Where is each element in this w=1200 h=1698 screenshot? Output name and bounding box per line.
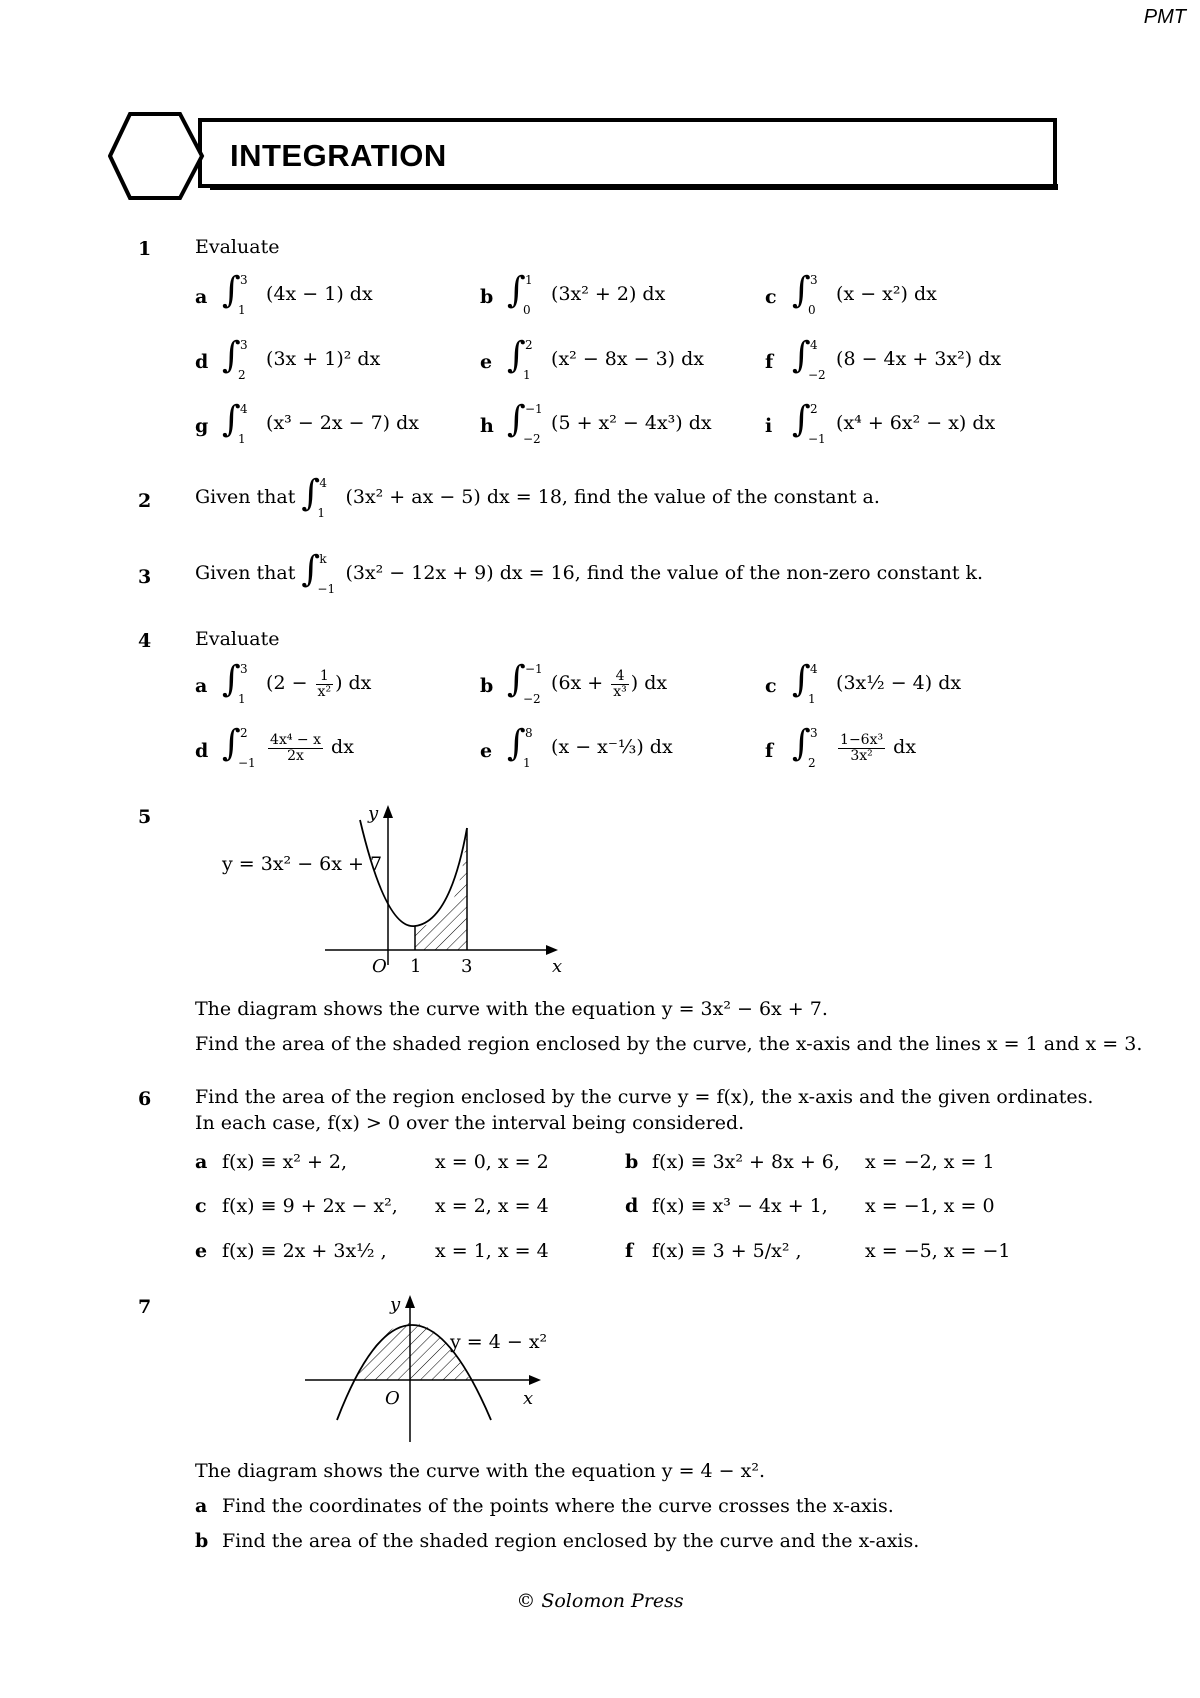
q6-label: c xyxy=(195,1195,207,1217)
q1-label: e xyxy=(480,351,493,373)
q6-function: f(x) ≡ 2x + 3x½ , xyxy=(222,1240,387,1262)
q4f-expr: ∫ 3 2 $\frac{\text{1−6x³}}{\text{3x²}}$ dx xyxy=(792,723,917,770)
q1-expr: ∫ 1 0 (3x² + 2) dx xyxy=(507,270,666,317)
q4-prompt: Evaluate xyxy=(195,628,280,650)
q6-function: f(x) ≡ x³ − 4x + 1, xyxy=(652,1195,828,1217)
q1-label: c xyxy=(765,286,777,308)
q4-label: b xyxy=(480,675,494,697)
q4a-expr: ∫ 3 1 (2 − $\frac{1}{\text{x²}}$ ) dx xyxy=(222,659,372,706)
x-label: x xyxy=(552,956,563,977)
y-axis-arrow xyxy=(405,1295,415,1308)
q4b-expr: ∫ −1 −2 (6x + $\frac{4}{\text{x³}}$ ) dx xyxy=(507,659,668,706)
q1-label: b xyxy=(480,286,494,308)
q1-expr: ∫ 2 −1 (x⁴ + 6x² − x) dx xyxy=(792,399,996,446)
q1-expr: ∫ 3 0 (x − x²) dx xyxy=(792,270,937,317)
origin-label: O xyxy=(372,956,387,977)
q1-expr: ∫ 3 2 (3x + 1)² dx xyxy=(222,335,381,382)
q6-label: d xyxy=(625,1195,639,1217)
q6-ordinates: x = −1, x = 0 xyxy=(865,1195,995,1217)
q1-prompt: Evaluate xyxy=(195,236,280,258)
curve-label: y = 4 − x² xyxy=(450,1331,548,1353)
q7-label: a xyxy=(195,1495,208,1517)
q5-line1: The diagram shows the curve with the equation y = 3x² − 6x + 7. xyxy=(195,998,828,1020)
watermark: PMT xyxy=(1143,6,1186,28)
shaded-region xyxy=(415,828,467,950)
q6-ordinates: x = −5, x = −1 xyxy=(865,1240,1011,1262)
footer: © Solomon Press xyxy=(516,1590,684,1612)
q1-expr: ∫ 4 −2 (8 − 4x + 3x²) dx xyxy=(792,335,1002,382)
q1-label: i xyxy=(765,415,773,437)
q1-expr: ∫ −1 −2 (5 + x² − 4x³) dx xyxy=(507,399,712,446)
q7-line1: The diagram shows the curve with the equation y = 4 − x². xyxy=(195,1460,765,1482)
q6-function: f(x) ≡ x² + 2, xyxy=(222,1151,348,1173)
q6-function: f(x) ≡ 3x² + 8x + 6, xyxy=(652,1151,840,1173)
q4-label: a xyxy=(195,675,208,697)
q1-label: a xyxy=(195,286,208,308)
question-number: 6 xyxy=(138,1088,152,1110)
q4-label: e xyxy=(480,740,493,762)
hexagon-icon xyxy=(110,114,202,198)
q2-text: Given that ∫ 4 1 (3x² + ax − 5) dx = 18, find the value of the constant a. xyxy=(195,473,880,520)
q6-function: f(x) ≡ 3 + 5/x² , xyxy=(652,1240,802,1262)
q6-label: a xyxy=(195,1151,208,1173)
question-number: 2 xyxy=(138,490,152,512)
x-label: x xyxy=(523,1388,534,1409)
curve-label: y = 3x² − 6x + 7 xyxy=(222,853,383,875)
q5-diagram xyxy=(200,800,600,990)
question-number: 3 xyxy=(138,566,152,588)
tick-1: 1 xyxy=(410,956,422,977)
q3-text: Given that ∫ k −1 (3x² − 12x + 9) dx = 16, find the value of the non-zero constant k. xyxy=(195,549,984,596)
q1-label: f xyxy=(765,351,774,373)
y-axis-arrow xyxy=(383,805,393,818)
q4-label: d xyxy=(195,740,209,762)
q6-ordinates: x = −2, x = 1 xyxy=(865,1151,995,1173)
origin-label: O xyxy=(385,1388,400,1409)
q1-expr: ∫ 2 1 (x² − 8x − 3) dx xyxy=(507,335,705,382)
q6-ordinates: x = 2, x = 4 xyxy=(435,1195,549,1217)
q1-expr: ∫ 4 1 (x³ − 2x − 7) dx xyxy=(222,399,420,446)
x-axis-arrow xyxy=(546,945,558,955)
question-number: 1 xyxy=(138,238,152,260)
q4d-expr: ∫ 2 −1 $\frac{\text{4x⁴ − x}}{2x}$ dx xyxy=(222,723,354,770)
question-number: 5 xyxy=(138,806,152,828)
tick-3: 3 xyxy=(461,956,473,977)
q1-expr: ∫ 3 1 (4x − 1) dx xyxy=(222,270,373,317)
q4-label: f xyxy=(765,740,774,762)
q7-part-text: Find the area of the shaded region enclosed by the curve and the x-axis. xyxy=(222,1530,920,1552)
q6-function: f(x) ≡ 9 + 2x − x², xyxy=(222,1195,398,1217)
q1-label: d xyxy=(195,351,209,373)
q4c-expr: ∫ 4 1 (3x½ − 4) dx xyxy=(792,659,962,706)
q4-label: c xyxy=(765,675,777,697)
q1-label: g xyxy=(195,415,209,437)
q4e-expr: ∫ 8 1 (x − x⁻⅓) dx xyxy=(507,723,673,770)
question-number: 7 xyxy=(138,1296,152,1318)
y-label: y xyxy=(368,803,379,824)
question-number: 4 xyxy=(138,630,152,652)
q6-line1: Find the area of the region enclosed by the curve y = f(x), the x-axis and the given ordinates. xyxy=(195,1086,1094,1108)
q1-label: h xyxy=(480,415,494,437)
q6-line2: In each case, f(x) > 0 over the interval being considered. xyxy=(195,1112,745,1134)
q6-label: b xyxy=(625,1151,639,1173)
q6-ordinates: x = 1, x = 4 xyxy=(435,1240,549,1262)
q7-part-text: Find the coordinates of the points where the curve crosses the x-axis. xyxy=(222,1495,894,1517)
q6-label: e xyxy=(195,1240,208,1262)
q7-label: b xyxy=(195,1530,209,1552)
q6-label: f xyxy=(625,1240,634,1262)
q7-diagram xyxy=(295,1290,555,1450)
q6-ordinates: x = 0, x = 2 xyxy=(435,1151,549,1173)
y-label: y xyxy=(390,1294,401,1315)
page-title: INTEGRATION xyxy=(230,138,447,173)
x-axis-arrow xyxy=(529,1375,541,1385)
q5-line2: Find the area of the shaded region enclosed by the curve, the x-axis and the lines x = 1 and x = 3. xyxy=(195,1033,1143,1055)
